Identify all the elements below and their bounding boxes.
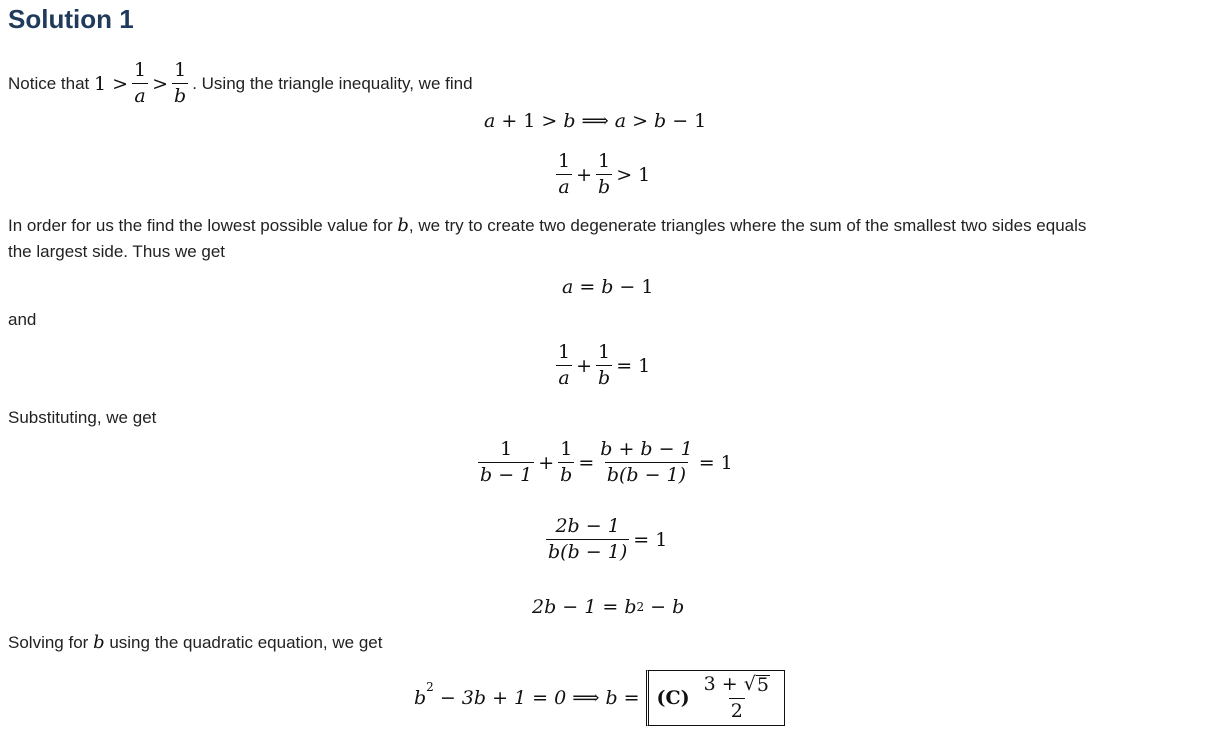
eq1-implies: ⟹ [581, 110, 609, 132]
substituting-text: Substituting, we get [8, 408, 157, 427]
intro-frac-b-num: 1 [174, 59, 187, 81]
eq7-b: b [624, 596, 637, 618]
eq1-b2: b [654, 110, 667, 132]
intro-one: 1 [94, 72, 107, 95]
para1-line1: In order for us the find the lowest possible value for [8, 216, 393, 235]
answer-frac-num [702, 675, 772, 698]
equation-7 [532, 596, 684, 618]
intro-text-before: Notice that [8, 73, 90, 93]
para1-var-b: b [397, 215, 409, 236]
eq4-frac-b-den: b [598, 367, 611, 389]
eq2-frac-a [556, 152, 572, 197]
eq4-frac-b [596, 343, 612, 388]
eq4-frac-a-num: 1 [558, 341, 571, 363]
solving-paragraph [8, 630, 382, 656]
eq3-b: b [601, 276, 614, 298]
eq5-frac-2 [558, 440, 574, 485]
eq1-a: a [484, 110, 496, 132]
eq1-plus1: + 1 > [501, 110, 558, 132]
eq2-frac-a-num: 1 [558, 150, 571, 172]
eq4-rhs: = 1 [616, 354, 651, 377]
paragraph-degenerate [8, 213, 1208, 265]
eq5-rhs: = 1 [698, 451, 733, 474]
and-text: and [8, 310, 37, 329]
intro-frac-b [172, 61, 188, 106]
eq5-frac-2-num: 1 [560, 438, 573, 460]
answer-frac [702, 675, 772, 721]
eq4-plus: + [576, 354, 593, 377]
eq6-frac-den: b(b − 1) [548, 541, 628, 563]
eq5-frac-3-num: b + b − 1 [600, 438, 693, 460]
solve-text-after: using the quadratic equation, we get [109, 633, 383, 652]
eq4-frac-b-num: 1 [598, 341, 611, 363]
equation-6 [542, 517, 667, 562]
equation-5 [474, 440, 733, 485]
eq5-frac-1 [478, 440, 534, 485]
equation-2 [552, 152, 650, 197]
eq2-frac-b-num: 1 [598, 150, 611, 172]
eq5-plus: + [538, 451, 555, 474]
eq5-frac-3 [598, 440, 694, 485]
eq6-frac [546, 517, 629, 562]
eq5-frac-3-den: b(b − 1) [606, 464, 687, 486]
solve-var-b: b [93, 632, 105, 653]
eq3-minus1: − 1 [619, 276, 654, 298]
eq5-eq: = [578, 451, 595, 474]
eq8-implies: ⟹ [572, 687, 600, 709]
eq7-rest: − b [650, 596, 685, 618]
intro-frac-a-den: a [134, 85, 146, 107]
intro-gt-1: > [112, 72, 129, 95]
eq2-frac-b-den: b [598, 176, 611, 198]
eq8-eq: = [623, 687, 640, 709]
sqrt-sign: √ [743, 673, 756, 695]
intro-text-after: . Using the triangle inequality, we find [192, 73, 473, 93]
eq1-gt: > [632, 110, 649, 132]
eq1-a2: a [614, 110, 627, 132]
equation-4 [552, 343, 650, 388]
eq3-eq: = [579, 276, 596, 298]
eq8-b: b [414, 687, 427, 709]
sqrt-symbol [744, 675, 770, 695]
eq5-frac-2-den: b [560, 464, 573, 486]
answer-box [646, 670, 785, 726]
intro-inequality [94, 61, 192, 106]
eq5-frac-1-den: b − 1 [480, 464, 533, 486]
eq7-sup: 2 [636, 600, 645, 614]
intro-gt-2: > [152, 72, 169, 95]
intro-frac-a-num: 1 [134, 59, 147, 81]
eq6-rhs: = 1 [633, 528, 668, 551]
answer-choice: (C) [656, 687, 690, 709]
eq2-frac-a-den: a [558, 176, 570, 198]
eq5-frac-1-num: 1 [500, 438, 513, 460]
eq2-plus: + [576, 163, 593, 186]
para1-line2: the largest side. Thus we get [8, 242, 226, 261]
eq1-minus1: − 1 [672, 110, 707, 132]
eq3-a: a [562, 276, 574, 298]
eq8-sup: 2 [426, 680, 434, 694]
solve-text-before: Solving for [8, 633, 89, 652]
eq4-frac-a-den: a [558, 367, 570, 389]
sqrt-radicand: 5 [756, 674, 769, 696]
eq8-lhs-rest: − 3b + 1 = 0 [439, 687, 567, 709]
eq4-frac-a [556, 343, 572, 388]
intro-frac-a [132, 61, 148, 106]
equation-8 [414, 670, 785, 726]
eq6-frac-num: 2b − 1 [555, 515, 620, 537]
equation-3 [562, 276, 653, 298]
answer-num-pre: 3 + [703, 673, 738, 695]
eq1-b: b [563, 110, 576, 132]
eq8-b2: b [605, 687, 618, 709]
equation-1 [484, 110, 706, 132]
para1-line1-rest: , we try to create two degenerate triangles where the sum of the smallest two sides equals [408, 216, 1087, 235]
eq2-frac-b [596, 152, 612, 197]
eq2-rhs: > 1 [616, 163, 651, 186]
intro-paragraph [8, 59, 473, 107]
eq7-lhs: 2b − 1 = [532, 596, 619, 618]
intro-frac-b-den: b [174, 85, 187, 107]
answer-frac-den: 2 [730, 700, 743, 722]
solution-heading: Solution 1 [8, 4, 134, 34]
